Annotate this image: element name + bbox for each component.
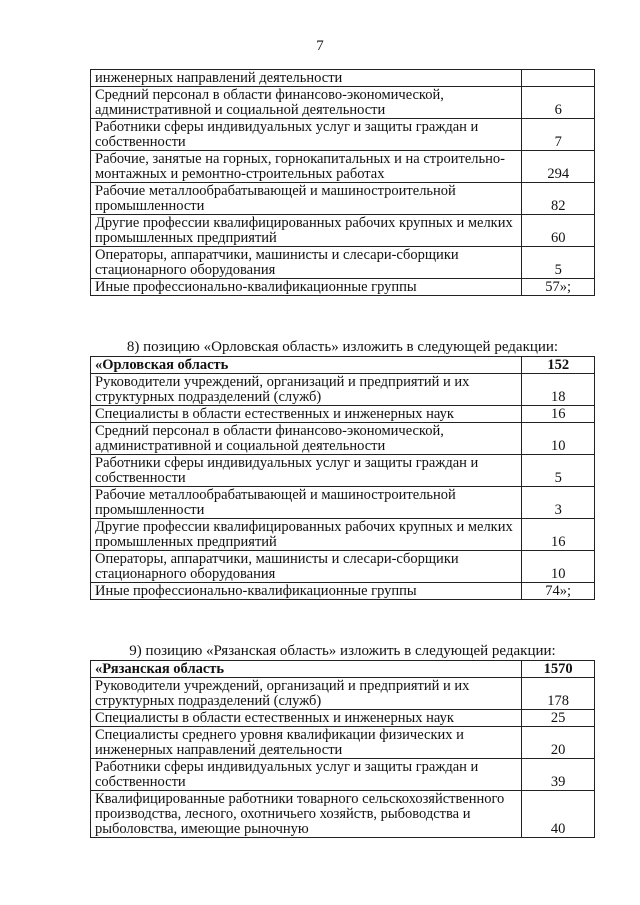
table-row xyxy=(91,710,595,727)
row-value: 18 xyxy=(522,374,595,406)
row-value: 60 xyxy=(522,215,595,247)
row-value xyxy=(522,70,595,87)
row-value: 7 xyxy=(522,119,595,151)
region-total: 152 xyxy=(522,357,595,374)
table-row xyxy=(91,678,595,710)
table-row xyxy=(91,519,595,551)
table-row xyxy=(91,183,595,215)
row-value: 39 xyxy=(522,759,595,791)
row-label: Специалисты в области естественных и инженерных наук xyxy=(91,406,522,423)
row-label: Работники сферы индивидуальных услуг и защиты граждан и собственности xyxy=(91,759,522,791)
table-row xyxy=(91,583,595,600)
table-orel xyxy=(90,356,595,600)
table-row xyxy=(91,247,595,279)
row-value: 3 xyxy=(522,487,595,519)
table-header-row xyxy=(91,357,595,374)
table-row xyxy=(91,406,595,423)
table-row xyxy=(91,759,595,791)
row-label: Работники сферы индивидуальных услуг и защиты граждан и собственности xyxy=(91,119,522,151)
row-label: Руководители учреждений, организаций и предприятий и их структурных подразделений (служб) xyxy=(91,374,522,406)
row-value: 82 xyxy=(522,183,595,215)
row-value: 74»; xyxy=(522,583,595,600)
table-row xyxy=(91,551,595,583)
table-row xyxy=(91,70,595,87)
row-label: Средний персонал в области финансово-экономической, административной и социальной деятельности xyxy=(91,87,522,119)
row-label: Средний персонал в области финансово-экономической, административной и социальной деятельности xyxy=(91,423,522,455)
row-label: Квалифицированные работники товарного сельскохозяйственного производства, лесного, охотничьего хозяйств, рыбоводства и рыболовства, имеющие рыночную xyxy=(91,791,522,838)
section-heading-ryazan: 9) позицию «Рязанская область» изложить в следующей редакции: xyxy=(129,643,556,659)
table-ryazan xyxy=(90,660,595,838)
region-total: 1570 xyxy=(522,661,595,678)
region-name: «Рязанская область xyxy=(91,661,522,678)
row-value: 40 xyxy=(522,791,595,838)
row-value: 5 xyxy=(522,455,595,487)
table-row xyxy=(91,487,595,519)
row-value: 5 xyxy=(522,247,595,279)
table-continuation xyxy=(90,69,595,296)
table-row xyxy=(91,119,595,151)
row-label: Рабочие металлообрабатывающей и машиностроительной промышленности xyxy=(91,487,522,519)
row-label: Другие профессии квалифицированных рабочих крупных и мелких промышленных предприятий xyxy=(91,519,522,551)
table-row xyxy=(91,374,595,406)
row-label: Работники сферы индивидуальных услуг и защиты граждан и собственности xyxy=(91,455,522,487)
row-value: 25 xyxy=(522,710,595,727)
row-value: 57»; xyxy=(522,279,595,296)
row-label: инженерных направлений деятельности xyxy=(91,70,522,87)
row-value: 10 xyxy=(522,423,595,455)
row-value: 20 xyxy=(522,727,595,759)
table-row xyxy=(91,151,595,183)
row-value: 16 xyxy=(522,406,595,423)
row-label: Рабочие, занятые на горных, горнокапитальных и на строительно-монтажных и ремонтно-строительных работах xyxy=(91,151,522,183)
row-label: Операторы, аппаратчики, машинисты и слесари-сборщики стационарного оборудования xyxy=(91,247,522,279)
region-name: «Орловская область xyxy=(91,357,522,374)
table-row xyxy=(91,455,595,487)
row-label: Операторы, аппаратчики, машинисты и слесари-сборщики стационарного оборудования xyxy=(91,551,522,583)
row-label: Другие профессии квалифицированных рабочих крупных и мелких промышленных предприятий xyxy=(91,215,522,247)
row-value: 16 xyxy=(522,519,595,551)
table-row xyxy=(91,727,595,759)
row-label: Иные профессионально-квалификационные группы xyxy=(91,279,522,296)
table-row xyxy=(91,87,595,119)
row-label: Иные профессионально-квалификационные группы xyxy=(91,583,522,600)
table-row xyxy=(91,791,595,838)
row-label: Специалисты среднего уровня квалификации физических и инженерных направлений деятельности xyxy=(91,727,522,759)
page-number: 7 xyxy=(316,38,324,54)
row-value: 6 xyxy=(522,87,595,119)
row-value: 178 xyxy=(522,678,595,710)
table-header-row xyxy=(91,661,595,678)
table-row xyxy=(91,279,595,296)
section-heading-orel: 8) позицию «Орловская область» изложить в следующей редакции: xyxy=(126,339,559,355)
row-label: Руководители учреждений, организаций и предприятий и их структурных подразделений (служб) xyxy=(91,678,522,710)
row-value: 10 xyxy=(522,551,595,583)
row-label: Специалисты в области естественных и инженерных наук xyxy=(91,710,522,727)
row-label: Рабочие металлообрабатывающей и машиностроительной промышленности xyxy=(91,183,522,215)
table-row xyxy=(91,423,595,455)
table-row xyxy=(91,215,595,247)
row-value: 294 xyxy=(522,151,595,183)
